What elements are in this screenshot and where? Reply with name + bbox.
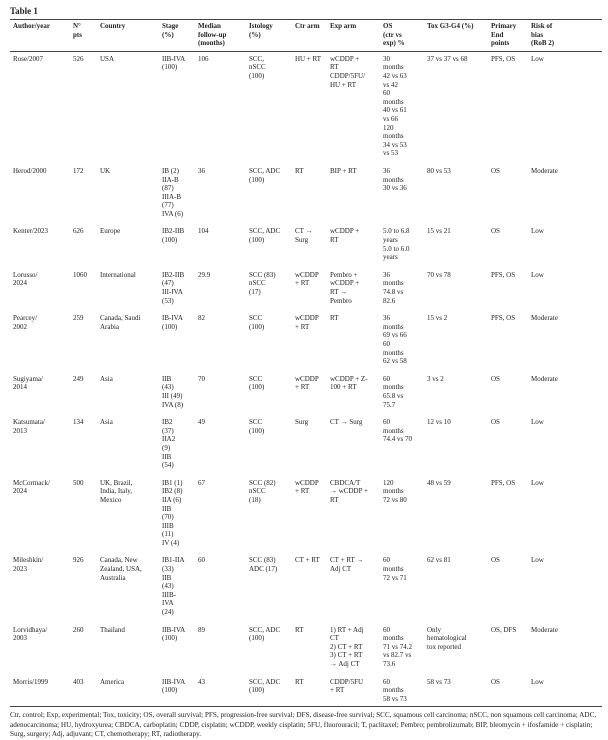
table-cell: IIB-IVA (100) bbox=[159, 675, 195, 707]
table-cell: 15 vs 21 bbox=[427, 227, 451, 236]
table-cell: wCDDP + RT bbox=[330, 227, 360, 245]
table-row bbox=[10, 164, 602, 225]
table-cell: 106 bbox=[198, 54, 209, 63]
table-cell: America bbox=[97, 675, 159, 707]
table-cell: Europe bbox=[100, 227, 121, 236]
table-cell: OS bbox=[491, 374, 500, 383]
table-cell: SCC (82) nSCC (18) bbox=[249, 478, 276, 504]
table-caption: Table 1 bbox=[10, 6, 38, 16]
table-cell: SCC, ADC (100) bbox=[249, 625, 281, 643]
table-cell: 12 vs 10 bbox=[427, 418, 451, 427]
table-cell: 626 bbox=[73, 227, 84, 236]
table-cell: 36 months 69 vs 66 60 months 62 vs 58 bbox=[383, 314, 407, 366]
table-cell: 259 bbox=[73, 314, 84, 323]
table-cell: 60 months 71 vs 74.2 vs 82.7 vs 73.6 bbox=[383, 625, 412, 668]
table-row bbox=[10, 311, 602, 372]
table-cell: PFS, OS bbox=[491, 478, 516, 487]
table-cell: 36 months 74.8 vs 82.6 bbox=[383, 270, 404, 305]
table-cell: Moderate bbox=[531, 166, 558, 175]
table-cell: 500 bbox=[73, 478, 84, 487]
table-cell: Moderate bbox=[531, 314, 558, 323]
table-cell: Canada, Saudi Arabia bbox=[100, 314, 141, 331]
table-cell: OS, DFS bbox=[491, 625, 517, 634]
table-cell: Lorusso/ 2024 bbox=[13, 270, 38, 288]
table-cell: 104 bbox=[198, 227, 209, 236]
table-cell: 62 vs 81 bbox=[427, 556, 451, 565]
table-row bbox=[10, 623, 602, 675]
table-cell: CT + RT → Adj CT bbox=[330, 556, 364, 574]
table-cell: OS bbox=[488, 675, 528, 707]
table-cell: CT → Surg bbox=[330, 418, 363, 427]
table-cell: IB-IVA (100) bbox=[162, 314, 183, 331]
table-cell: PFS, OS bbox=[491, 54, 516, 63]
table-cell: 48 vs 59 bbox=[427, 478, 451, 487]
table-cell: CDDP/5FU + RT bbox=[327, 675, 380, 707]
table-header bbox=[10, 20, 602, 52]
table-cell: Sugiyama/ 2014 bbox=[13, 374, 43, 392]
table-cell: OS bbox=[491, 556, 500, 565]
column-header: Ctr arm bbox=[292, 20, 327, 52]
table-cell: IIB-IVA (100) bbox=[162, 54, 186, 72]
table-cell: SCC (83) ADC (17) bbox=[249, 556, 278, 574]
table-cell: IB (2) IIA-B (87) IIIA-B (77) IVA (6) bbox=[162, 166, 184, 218]
table-cell: Low bbox=[528, 675, 602, 707]
table-cell: 89 bbox=[198, 625, 205, 634]
table-cell: Pearcey/ 2002 bbox=[13, 314, 38, 331]
results-table bbox=[10, 19, 602, 707]
table-cell: 43 bbox=[195, 675, 246, 707]
table-cell: UK, Brazil, India, Italy, Mexico bbox=[100, 478, 133, 504]
table-cell: 60 months 72 vs 71 bbox=[383, 556, 407, 582]
table-cell: 926 bbox=[73, 556, 84, 565]
table-cell: UK bbox=[100, 166, 111, 175]
table-cell: SCC (100) bbox=[249, 418, 265, 435]
table-cell: 60 bbox=[198, 556, 205, 565]
table-cell: 5.0 to 6.8 years 5.0 to 6.0 years bbox=[383, 227, 410, 262]
table-cell: 526 bbox=[73, 54, 84, 63]
table-row bbox=[10, 224, 602, 267]
table-cell: IB2-IIB (100) bbox=[162, 227, 185, 245]
table-cell: SCC (100) bbox=[249, 374, 265, 392]
table-cell: 49 bbox=[198, 418, 205, 427]
table-cell: wCDDP + RT CDDP/5FU/ HU + RT bbox=[330, 54, 366, 89]
column-header: Exp arm bbox=[327, 20, 380, 52]
table-body bbox=[10, 51, 602, 707]
table-cell: Thailand bbox=[100, 625, 125, 634]
table-cell: IB1-IIA (33) IIB (43) IIIB- IVA (24) bbox=[162, 556, 185, 617]
table-cell: 36 bbox=[198, 166, 205, 175]
table-cell: Low bbox=[531, 556, 544, 565]
table-cell: McCormack/ 2024 bbox=[13, 478, 50, 496]
table-cell: Asia bbox=[100, 374, 113, 383]
table-cell: Low bbox=[531, 270, 544, 279]
table-cell: 1060 bbox=[73, 270, 87, 279]
table-cell: SCC (100) bbox=[249, 314, 265, 331]
table-cell: 134 bbox=[73, 418, 84, 427]
column-header: Author/year bbox=[10, 20, 70, 52]
table-cell: Pembro + wCDDP + RT → Pembro bbox=[330, 270, 360, 305]
table-cell: IIB-IVA (100) bbox=[162, 625, 186, 643]
header-row bbox=[10, 20, 602, 52]
table-row bbox=[10, 372, 602, 415]
table-cell: 3 vs 2 bbox=[427, 374, 444, 383]
table-cell: RT bbox=[292, 675, 327, 707]
table-cell: RT bbox=[330, 314, 339, 323]
table-cell: 29.9 bbox=[198, 270, 211, 279]
column-header: Median follow-up (months) bbox=[195, 20, 246, 52]
table-cell: 67 bbox=[198, 478, 205, 487]
column-header: Risk of bias (RoB 2) bbox=[528, 20, 602, 52]
table-cell: Lorvidhaya/ 2003 bbox=[13, 625, 48, 643]
table-cell: CBDCA/T → wCDDP + RT bbox=[330, 478, 368, 504]
table-cell: 15 vs 2 bbox=[427, 314, 448, 323]
table-cell: USA bbox=[100, 54, 115, 63]
table-cell: 60 months 74.4 vs 70 bbox=[383, 418, 412, 444]
table-cell: wCDDP + RT bbox=[295, 314, 319, 331]
table-cell: IIB (43) III (49) IVA (8) bbox=[162, 374, 184, 409]
table-cell: 172 bbox=[73, 166, 84, 175]
table-cell: wCDDP + RT bbox=[295, 374, 319, 392]
table-cell: 70 vs 78 bbox=[427, 270, 451, 279]
table-cell: Surg bbox=[295, 418, 309, 427]
table-row bbox=[10, 51, 602, 164]
table-cell: IB1 (1) IB2 (8) IIA (6) IIB (70) IIIB (11) IV (4) bbox=[162, 478, 183, 547]
table-cell: Moderate bbox=[531, 374, 558, 383]
table-cell: SCC, ADC (100) bbox=[246, 675, 292, 707]
table-cell: 36 months 30 vs 36 bbox=[383, 166, 407, 193]
table-cell: CT + RT bbox=[295, 556, 320, 565]
table-cell: 403 bbox=[70, 675, 97, 707]
table-cell: Low bbox=[531, 54, 544, 63]
column-header: Stage (%) bbox=[159, 20, 195, 52]
table-cell: Katsumata/ 2013 bbox=[13, 418, 45, 435]
table-cell: BIP + RT bbox=[330, 166, 357, 175]
table-cell: 120 months 72 vs 80 bbox=[383, 478, 407, 504]
table-cell: CT → Surg bbox=[295, 227, 313, 245]
table-cell: PFS, OS bbox=[491, 270, 516, 279]
column-header: Primary End points bbox=[488, 20, 528, 52]
table-cell: HU + RT bbox=[295, 54, 322, 63]
table-cell: International bbox=[100, 270, 136, 279]
table-cell: SCC, nSCC (100) bbox=[249, 54, 266, 80]
table-cell: IB2 (37) IIA2 (9) IIB (54) bbox=[162, 418, 176, 470]
table-cell: Canada, New Zealand, USA, Australia bbox=[100, 556, 142, 582]
table-cell: Low bbox=[531, 418, 544, 427]
table-cell: Asia bbox=[100, 418, 113, 427]
table-cell: 58 vs 73 bbox=[424, 675, 488, 707]
table-cell: Only hematological tox reported bbox=[427, 625, 467, 651]
table-cell: wCDDP + Z- 100 + RT bbox=[330, 374, 368, 392]
table-cell: wCDDP + RT bbox=[295, 478, 319, 496]
table-cell: Rose/2007 bbox=[13, 54, 43, 63]
table-cell: SCC (83) nSCC (17) bbox=[249, 270, 276, 297]
table-cell: Low bbox=[531, 478, 544, 487]
table-cell: 70 bbox=[198, 374, 205, 383]
table-row bbox=[10, 415, 602, 476]
table-row bbox=[10, 553, 602, 622]
column-header: Istology (%) bbox=[246, 20, 292, 52]
table-cell: SCC, ADC (100) bbox=[249, 227, 281, 245]
table-cell: OS bbox=[491, 418, 500, 427]
table-cell: 1) RT + Adj CT 2) CT + RT 3) CT + RT → Adj CT bbox=[330, 625, 364, 668]
table-row bbox=[10, 675, 602, 707]
table-row bbox=[10, 268, 602, 311]
table-cell: RT bbox=[295, 625, 304, 634]
table-cell: SCC, ADC (100) bbox=[249, 166, 281, 184]
column-header: Tox G3-G4 (%) bbox=[424, 20, 488, 52]
table-cell: 80 vs 53 bbox=[427, 166, 451, 175]
table-cell: Morris/1999 bbox=[10, 675, 70, 707]
table-cell: Moderate bbox=[531, 625, 558, 634]
table-row bbox=[10, 476, 602, 554]
table-cell: RT bbox=[295, 166, 304, 175]
table-cell: IB2-IIB (47) III-IVA (53) bbox=[162, 270, 185, 305]
table-cell: 30 months 42 vs 63 vs 42 60 months 40 vs 61 vs 66 120 months 34 vs 53 vs 53 bbox=[383, 54, 407, 158]
table-cell: OS bbox=[491, 166, 500, 175]
table-cell: 60 months 58 vs 73 bbox=[380, 675, 424, 707]
table-cell: Mileshkin/ 2023 bbox=[13, 556, 44, 574]
table-cell: 37 vs 37 vs 68 bbox=[427, 54, 468, 63]
table-cell: wCDDP + RT bbox=[295, 270, 319, 288]
column-header: OS (ctr vs exp) % bbox=[380, 20, 424, 52]
table-cell: 82 bbox=[198, 314, 205, 323]
column-header: Country bbox=[97, 20, 159, 52]
table-cell: Low bbox=[531, 227, 544, 236]
table-footnote: Ctr, control; Exp, experimental; Tox, toxicity; OS, overall survival; PFS, progression-free survival; DFS, disease-free survival; SCC, squamous cell carcinoma; nSCC, non squamous cell carcinoma; ADC, adenocarcinoma; HU, hydroxyurea; CBDCA, carboplatin; CDDP, cisplatin; wCDDP, weekly cisplatin; 5FU, fluorouracil; T, paclitaxel; Pembro; pembrolizumab; BIP, bleomycin + ifosfamide + cisplatin; Surg, surgery; Adj, adjuvant; CT, chemotherapy; RT, radiotherapy. bbox=[10, 711, 597, 739]
table-cell: PFS, OS bbox=[491, 314, 516, 323]
table-cell: 260 bbox=[73, 625, 84, 634]
table-cell: Kenter/2023 bbox=[13, 227, 48, 236]
column-header: N° pts bbox=[70, 20, 97, 52]
table-cell: OS bbox=[491, 227, 500, 236]
table-cell: 60 months 65.8 vs 75.7 bbox=[383, 374, 404, 409]
table-cell: Herod/2000 bbox=[13, 166, 47, 175]
table-cell: 249 bbox=[73, 374, 84, 383]
